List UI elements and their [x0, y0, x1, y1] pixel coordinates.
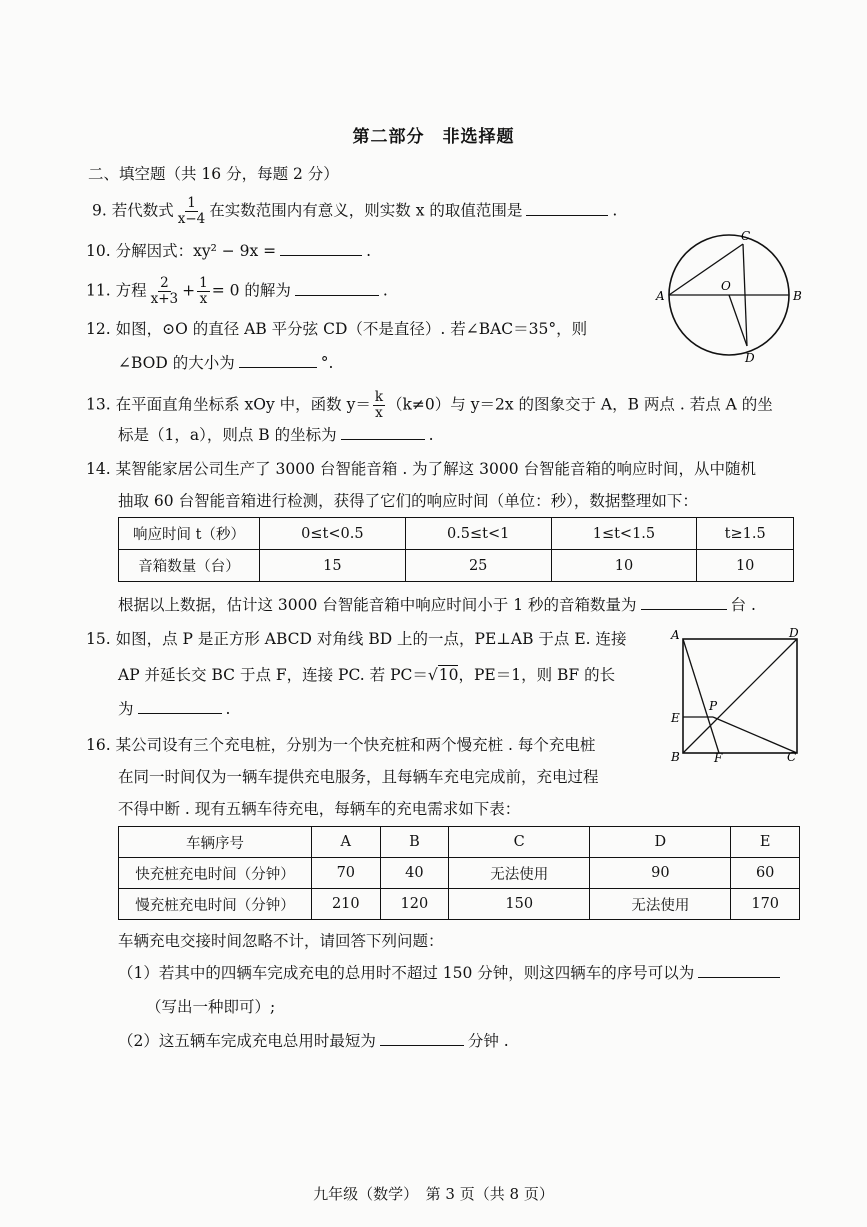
fraction-denominator: x	[199, 291, 208, 307]
question-end: °.	[320, 354, 334, 372]
label-b: B	[671, 750, 680, 764]
table-cell: 70	[312, 858, 381, 889]
answer-blank	[341, 425, 425, 440]
question-number: 10.	[86, 242, 111, 260]
fraction-numerator: 1	[199, 275, 208, 291]
question-text: ∠BOD 的大小为	[118, 354, 235, 372]
question-text: ，PE＝1，则 BF 的长	[458, 666, 616, 684]
question-end: .	[225, 700, 231, 718]
answer-blank	[280, 241, 362, 256]
fraction	[373, 390, 385, 421]
question-text: 若代数式	[111, 201, 174, 220]
table-row	[119, 518, 794, 550]
fraction	[149, 276, 181, 307]
question-number: 13.	[86, 395, 111, 414]
table-cell: 1≤t<1.5	[551, 518, 697, 550]
question-text: （1）若其中的四辆车完成充电的总用时不超过 150 分钟，则这四辆车的序号可以为	[118, 964, 695, 982]
question-number: 9.	[92, 201, 107, 220]
label-c: C	[741, 229, 751, 243]
table-cell: 40	[380, 858, 449, 889]
answer-blank	[526, 201, 608, 216]
diagonal-bd	[683, 639, 797, 753]
table-cell: C	[449, 827, 590, 858]
table-cell: 0.5≤t<1	[405, 518, 551, 550]
question-text: 根据以上数据，估计这 3000 台智能音箱中响应时间小于 1 秒的音箱数量为	[118, 596, 637, 614]
circle-figure	[655, 228, 805, 368]
answer-blank	[641, 595, 727, 610]
table-row	[119, 858, 800, 889]
question-number: 16.	[86, 736, 111, 754]
table-cell: 90	[590, 858, 731, 889]
page-footer: 九年级（数学） 第 3 页（共 8 页）	[313, 1185, 554, 1203]
question-9	[92, 196, 617, 227]
question-15-line2	[118, 664, 615, 686]
table-cell: A	[312, 827, 381, 858]
table-row	[119, 889, 800, 920]
question-13	[86, 390, 773, 421]
question-text: 车辆充电交接时间忽略不计，请回答下列问题：	[118, 932, 444, 950]
fraction	[197, 276, 210, 307]
question-end: .	[428, 426, 434, 444]
label-p: P	[709, 699, 718, 713]
label-a: A	[671, 628, 680, 642]
sqrt-sign: √	[427, 666, 438, 684]
question-number: 12.	[86, 320, 111, 338]
table-cell: 无法使用	[449, 858, 590, 889]
question-text: 某公司设有三个充电桩，分别为一个快充桩和两个慢充桩 . 每个充电桩	[115, 736, 596, 754]
chord-ac	[669, 244, 743, 295]
question-end: .	[612, 201, 618, 220]
question-11	[86, 276, 388, 307]
table-cell: 170	[731, 889, 800, 920]
question-text: 分解因式：xy² − 9x =	[115, 242, 277, 260]
table-cell: t≥1.5	[697, 518, 794, 550]
question-16	[86, 734, 595, 756]
table-cell: 车辆序号	[119, 827, 312, 858]
square-figure	[665, 625, 810, 770]
question-end: .	[366, 242, 372, 260]
label-f: F	[714, 751, 723, 765]
question-15	[86, 628, 627, 650]
question-16-part2	[118, 1030, 509, 1052]
table-cell: 响应时间 t（秒）	[119, 518, 260, 550]
response-time-table	[118, 517, 794, 582]
question-16-note	[118, 930, 444, 952]
table-cell: 15	[260, 550, 406, 582]
fraction	[176, 196, 208, 227]
unit-text: 台 .	[730, 596, 756, 614]
table-cell: 音箱数量（台）	[119, 550, 260, 582]
segment-pc	[713, 717, 797, 753]
question-text: 标是（1，a），则点 B 的坐标为	[118, 426, 337, 444]
table-row	[119, 827, 800, 858]
question-14	[86, 458, 756, 480]
question-13-line2	[118, 424, 434, 446]
question-number: 14.	[86, 460, 111, 478]
question-16-part1b	[146, 996, 275, 1018]
table-cell: 快充桩充电时间（分钟）	[119, 858, 312, 889]
table-cell: 60	[731, 858, 800, 889]
question-14-line2	[118, 490, 698, 512]
question-end: .	[382, 281, 388, 300]
table-cell: 无法使用	[590, 889, 731, 920]
question-15-line3	[118, 698, 230, 720]
question-text: 为	[118, 700, 134, 718]
fraction-numerator: 1	[187, 195, 196, 211]
question-10	[86, 240, 371, 262]
table-row	[119, 550, 794, 582]
answer-blank	[698, 963, 780, 978]
question-text: （k≠0）与 y＝2x 的图象交于 A，B 两点 . 若点 A 的坐	[387, 395, 773, 414]
label-c: C	[787, 750, 797, 764]
fraction-denominator: x−4	[177, 211, 206, 227]
question-text: 在同一时间仅为一辆车提供充电服务，且每辆车充电完成前，充电过程	[118, 768, 599, 786]
answer-blank	[239, 353, 317, 368]
charging-table	[118, 826, 800, 920]
question-12-line2	[118, 352, 333, 374]
plus-sign: +	[182, 281, 196, 300]
label-a: A	[656, 289, 665, 303]
fraction-numerator: 2	[160, 275, 169, 291]
segment-od	[729, 295, 747, 346]
sqrt-radicand: 10	[438, 666, 459, 684]
label-d: D	[745, 351, 755, 365]
table-cell: E	[731, 827, 800, 858]
answer-blank	[380, 1031, 464, 1046]
table-cell: D	[590, 827, 731, 858]
answer-blank	[295, 281, 379, 296]
question-text: 在平面直角坐标系 xOy 中，函数 y＝	[115, 395, 371, 414]
question-text: （写出一种即可）;	[146, 998, 276, 1016]
label-e: E	[671, 711, 680, 725]
answer-blank	[138, 699, 222, 714]
question-number: 15.	[86, 630, 111, 648]
table-cell: 120	[380, 889, 449, 920]
question-text: （2）这五辆车完成充电总用时最短为	[118, 1032, 376, 1050]
question-16-line2	[118, 766, 599, 788]
label-o: O	[721, 279, 731, 293]
question-text: 在实数范围内有意义，则实数 x 的取值范围是	[209, 201, 523, 220]
label-d: D	[789, 626, 799, 640]
table-cell: 慢充桩充电时间（分钟）	[119, 889, 312, 920]
table-cell: B	[380, 827, 449, 858]
question-text: 不得中断 . 现有五辆车待充电，每辆车的充电需求如下表：	[118, 800, 521, 818]
section-header: 二、填空题（共 16 分，每题 2 分）	[88, 165, 339, 183]
question-12	[86, 318, 587, 340]
question-text: 如图，点 P 是正方形 ABCD 对角线 BD 上的一点，PE⊥AB 于点 E. 连接	[115, 630, 627, 648]
fraction-denominator: x+3	[150, 291, 179, 307]
table-cell: 0≤t<0.5	[260, 518, 406, 550]
part-title: 第二部分 非选择题	[352, 127, 515, 147]
question-number: 11.	[86, 281, 111, 300]
question-text: AP 并延长交 BC 于点 F，连接 PC. 若 PC＝	[118, 666, 428, 684]
table-cell: 210	[312, 889, 381, 920]
question-text: 方程	[115, 281, 147, 300]
label-b: B	[793, 289, 802, 303]
question-text: 某智能家居公司生产了 3000 台智能音箱 . 为了解这 3000 台智能音箱的响应时间，从中随机	[115, 460, 756, 478]
fraction-denominator: x	[375, 405, 383, 421]
question-text: = 0 的解为	[211, 281, 291, 300]
table-cell: 10	[551, 550, 697, 582]
table-cell: 10	[697, 550, 794, 582]
table-cell: 25	[405, 550, 551, 582]
question-14-after	[118, 594, 756, 616]
unit-text: 分钟 .	[467, 1032, 509, 1050]
table-cell: 150	[449, 889, 590, 920]
question-16-part1	[118, 962, 784, 984]
question-text: 抽取 60 台智能音箱进行检测，获得了它们的响应时间（单位：秒），数据整理如下：	[118, 492, 698, 510]
question-16-line3	[118, 798, 520, 820]
question-text: 如图，⊙O 的直径 AB 平分弦 CD（不是直径）. 若∠BAC＝35°，则	[115, 320, 588, 338]
fraction-numerator: k	[374, 389, 384, 405]
